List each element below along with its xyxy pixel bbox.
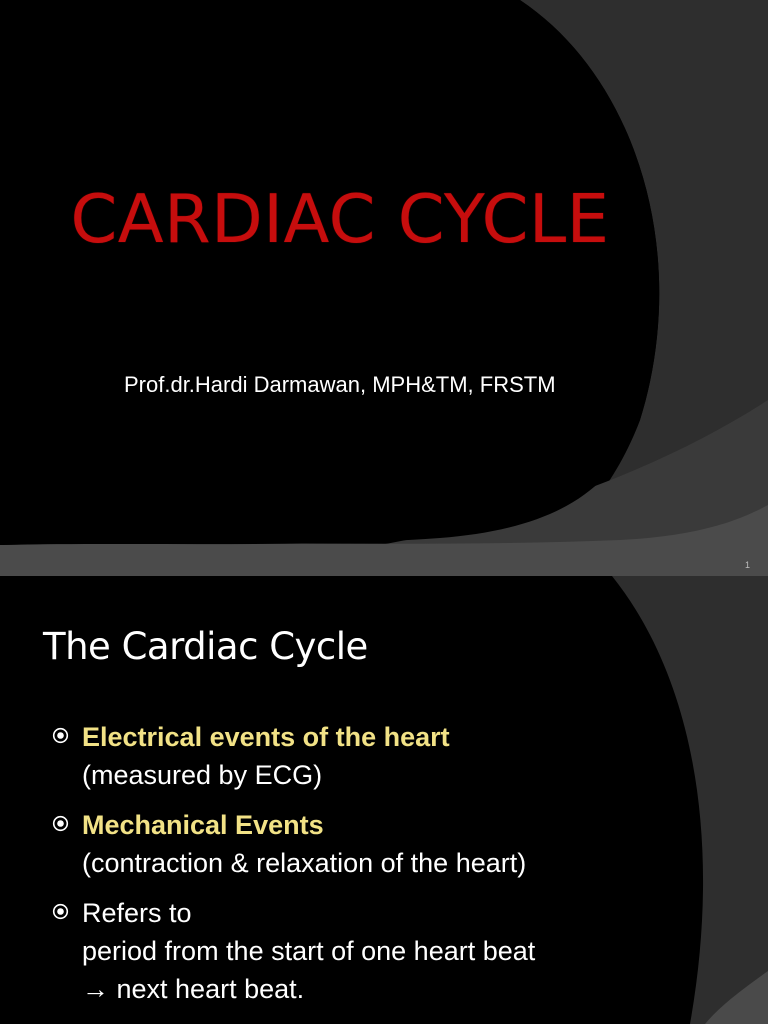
bullet-detail-continued: → next heart beat. <box>82 974 305 1004</box>
bullet-heading: Refers to <box>82 898 192 928</box>
bullet-detail: period from the start of one heart beat <box>82 936 536 966</box>
slide-subtitle: Prof.dr.Hardi Darmawan, MPH&TM, FRSTM <box>124 372 556 397</box>
bullet-list <box>52 718 712 1020</box>
circled-dot-icon <box>52 903 69 920</box>
bullet-item <box>52 894 712 1008</box>
circled-dot-icon <box>52 815 69 832</box>
bullet-heading: Electrical events of the heart <box>82 722 450 752</box>
content-slide <box>0 576 768 1024</box>
bullet-item <box>52 806 712 882</box>
page-number: 1 <box>744 560 750 570</box>
bullet-heading: Mechanical Events <box>82 810 324 840</box>
slide-title: The Cardiac Cycle <box>43 625 368 668</box>
circled-dot-icon <box>52 727 69 744</box>
slide-title: CARDIAC CYCLE <box>70 180 610 258</box>
bullet-detail: (contraction & relaxation of the heart) <box>82 848 527 878</box>
bullet-detail: (measured by ECG) <box>82 760 323 790</box>
bullet-item <box>52 718 712 794</box>
